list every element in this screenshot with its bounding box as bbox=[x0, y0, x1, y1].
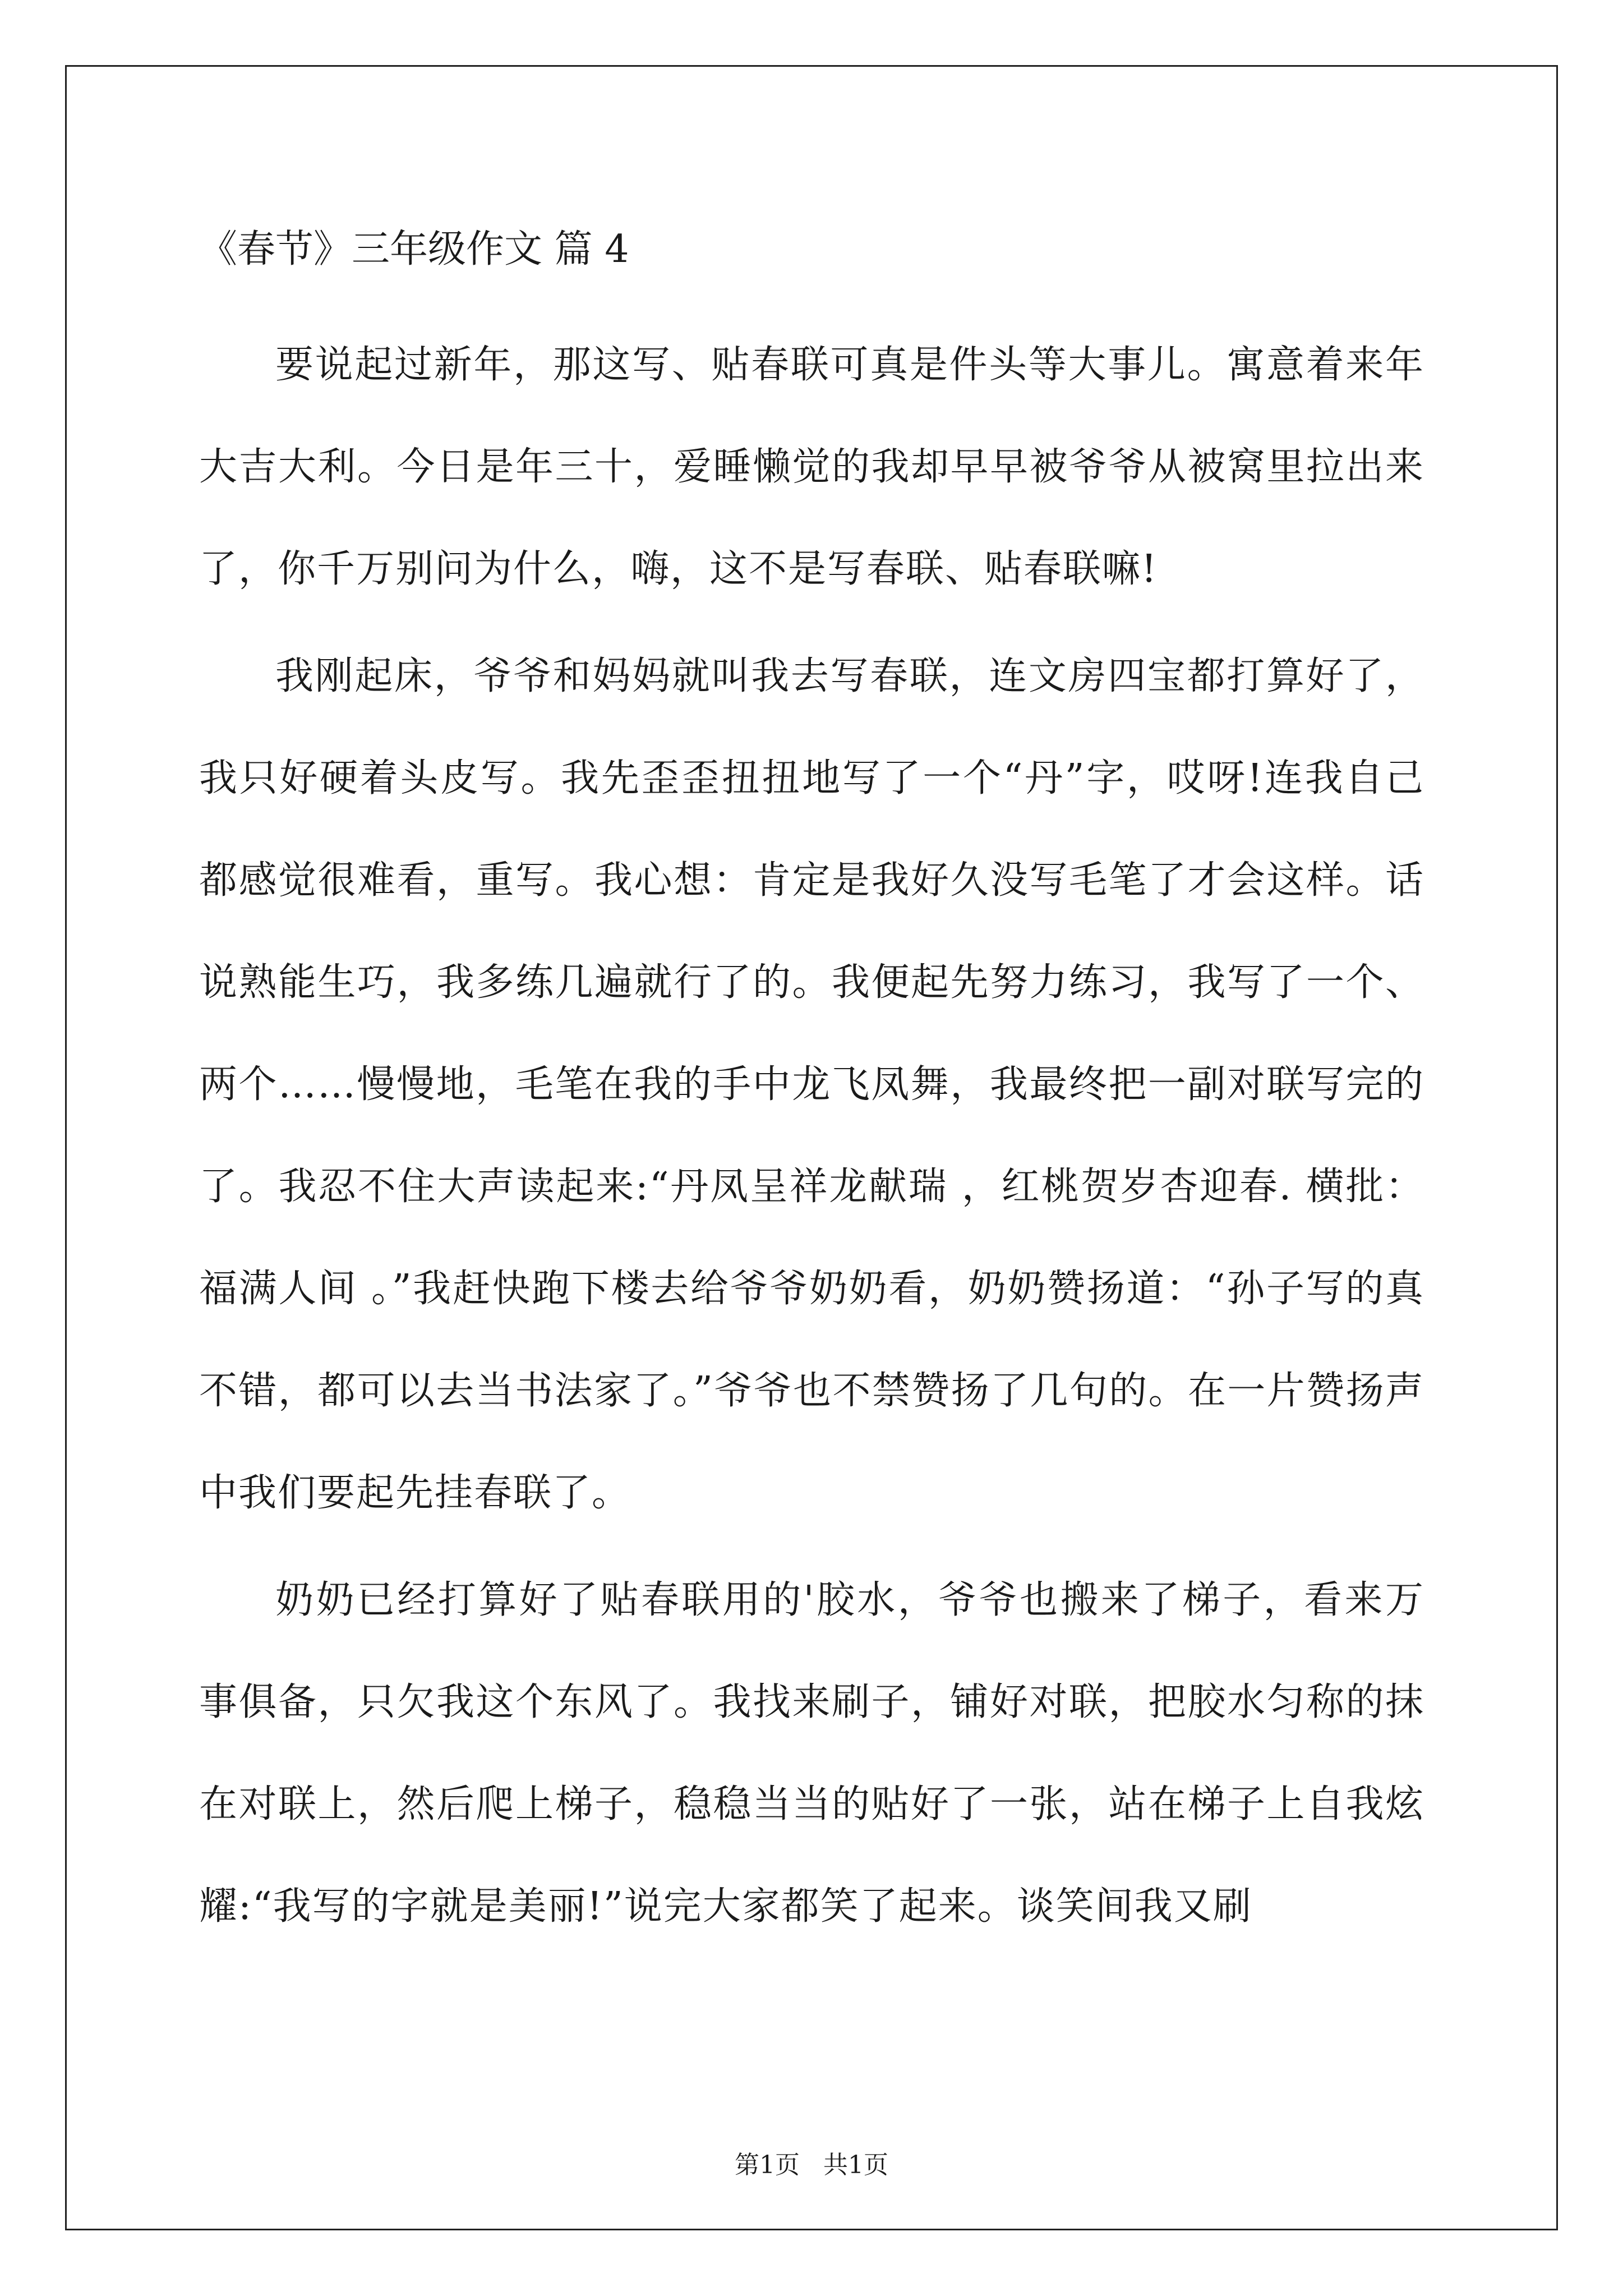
paragraph: 奶奶已经打算好了贴春联用的'胶水，爷爷也搬来了梯子，看来万事俱备，只欠我这个东风了。我找来刷子，铺好对联，把胶水匀称的抹在对联上，然后爬上梯子，稳稳当当的贴好了一张，站在梯子上自我炫耀:“我写的字就是美丽!”说完大家都笑了起来。谈笑间我又刷 bbox=[199, 1578, 1424, 1929]
document-title: 《春节》三年级作文 篇 4 bbox=[199, 227, 629, 272]
paragraph: 我刚起床，爷爷和妈妈就叫我去写春联，连文房四宝都打算好了，我只好硬着头皮写。我先歪歪扭扭地写了一个“丹”字，哎呀!连我自己都感觉很难看，重写。我心想：肯定是我好久没写毛笔了才会这样。话说熟能生巧，我多练几遍就行了的。我便起先努力练习，我写了一个、两个……慢慢地，毛笔在我的手中龙飞凤舞，我最终把一副对联写完的了。我忍不住大声读起来:“丹凤呈祥龙献瑞 ，红桃贺岁杏迎春. 横批：福满人间 。”我赶快跑下楼去给爷爷奶奶看，奶奶赞扬道：“孙子写的真不错，都可以去当书法家了。”爷爷也不禁赞扬了几句的。在一片赞扬声中我们要起先挂春联了。 bbox=[199, 654, 1424, 1515]
document-body bbox=[199, 314, 1424, 1963]
paragraph: 要说起过新年，那这写、贴春联可真是件头等大事儿。寓意着来年大吉大利。今日是年三十，爱睡懒觉的我却早早被爷爷从被窝里拉出来了，你千万别问为什么，嗨，这不是写春联、贴春联嘛! bbox=[199, 343, 1424, 591]
page-number: 第1页 共1页 bbox=[735, 2151, 888, 2179]
